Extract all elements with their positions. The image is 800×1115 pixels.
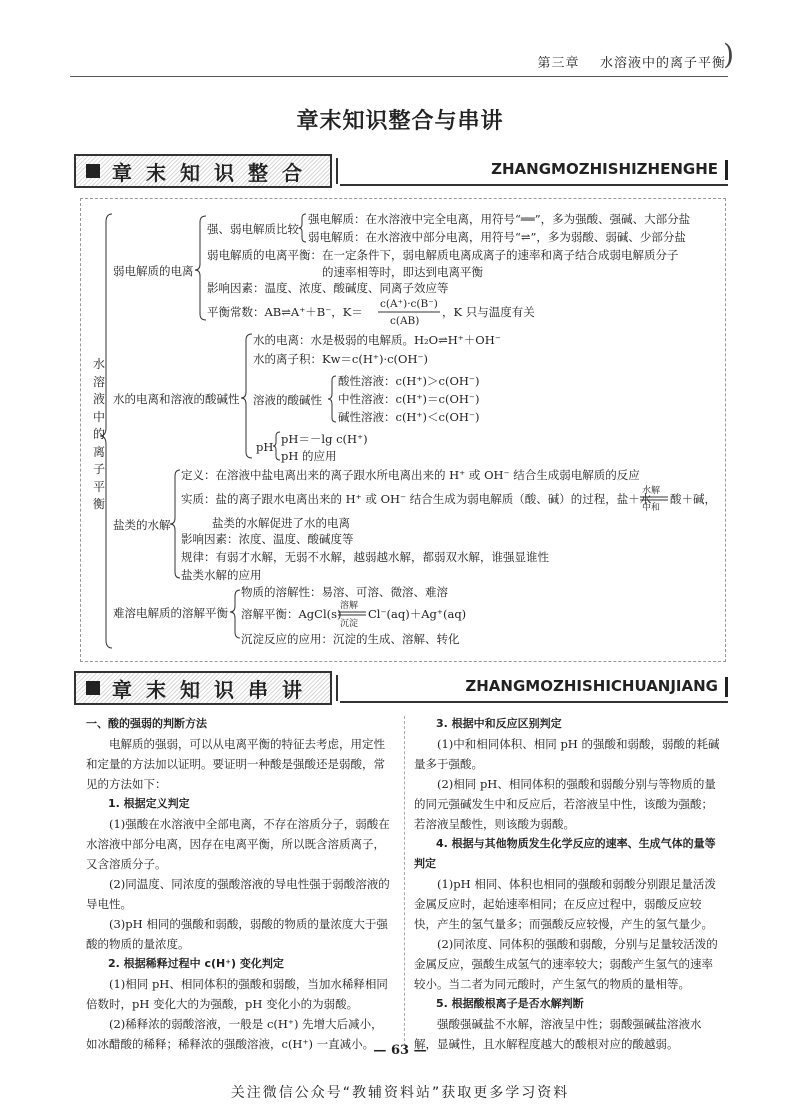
- branch3-brace: [170, 470, 180, 578]
- band-end-bar: [725, 677, 728, 697]
- hydrolysis-essence: 实质：盐的离子跟水电离出来的 H⁺ 或 OH⁻ 结合生成为弱电解质（酸、碱）的过程，盐＋水: [181, 492, 652, 506]
- branch2-brace: [241, 334, 252, 458]
- header-ornament: ): [723, 38, 734, 71]
- ph-definition: pH＝－lg c(H⁺): [281, 432, 368, 446]
- ionization-factors: 影响因素：温度、浓度、酸碱度、同离子效应等: [207, 281, 449, 295]
- chapter-number: 第三章: [537, 56, 580, 71]
- hydrolysis-arrow-bottom: 中和: [642, 503, 661, 513]
- footer-note: 关注微信公众号“教辅资料站”获取更多学习资料: [230, 1085, 570, 1101]
- method-2-point-1: (1)相同 pH、相同体积的强酸和弱酸，当加水稀释相同倍数时，pH 变化大的为强酸，pH 变化小的为弱酸。: [86, 977, 388, 1011]
- square-icon: [86, 681, 100, 695]
- method-5-title: 5. 根据酸根离子是否水解判断: [436, 997, 584, 1010]
- branch1-brace: [195, 216, 206, 320]
- right-column: [414, 714, 720, 1054]
- column-separator: [404, 716, 405, 1046]
- method-4-point-2: (2)同浓度、同体积的强酸和弱酸，分别与足量较活泼的金属反应，强酸生成氢气的速率较大；弱酸产生氢气的速率较小。当二者为同元酸时，产生氢气的物质的量相等。: [414, 937, 718, 991]
- ph-application: pH 的应用: [281, 449, 337, 463]
- method-1-title: 1. 根据定义判定: [108, 797, 190, 810]
- dissolution-equation: 溶解平衡：AgCl(s): [241, 607, 342, 621]
- hydrolysis-arrow-top: 水解: [642, 486, 661, 496]
- equilibrium-constant-prefix: 平衡常数：AB⇌A⁺＋B⁻，K＝: [207, 305, 363, 319]
- band-label: 章末知识整合: [112, 161, 316, 185]
- acidity-label: 溶液的酸碱性: [253, 393, 322, 407]
- hydrolysis-definition: 定义：在溶液中盐电离出来的离子跟水所电离出来的 H⁺ 或 OH⁻ 结合生成弱电解质的反应: [181, 468, 640, 482]
- neutral-solution: 中性溶液：c(H⁺)＝c(OH⁻): [338, 392, 480, 406]
- basic-solution: 碱性溶液：c(H⁺)＜c(OH⁻): [338, 410, 480, 424]
- dissolution-arrow-top: 溶解: [340, 601, 359, 611]
- strong-electrolyte: 强电解质：在水溶液中完全电离，用符号“══”，多为强酸、强碱、大部分盐: [308, 212, 691, 226]
- water-ionization: 水的电离：水是极弱的电解质。H₂O⇌H⁺＋OH⁻: [253, 333, 501, 347]
- constant-denominator: c(AB): [390, 315, 420, 327]
- band-label: 章末知识串讲: [112, 678, 316, 702]
- dissolution-arrow-bottom: 沉淀: [340, 619, 359, 629]
- band-english: ZHANGMOZHISHIZHENGHE: [491, 160, 718, 178]
- method-5-point-1: 强酸强碱盐不水解，溶液呈中性；弱酸强碱盐溶液水解，显碱性，且水解程度越大的酸根对应的酸越弱。: [414, 1017, 702, 1051]
- ph-label: pH: [256, 440, 274, 454]
- hydrolysis-factors: 影响因素：浓度、温度、酸碱度等: [181, 532, 354, 546]
- hydrolysis-essence-suffix: 酸＋碱，: [670, 492, 716, 506]
- chapter-title: 水溶液中的离子平衡: [599, 56, 726, 71]
- method-3-point-2: (2)相同 pH、相同体积的强酸和弱酸分别与等物质的量的同元强碱发生中和反应后，若溶液呈中性，该酸为强酸；若溶液呈酸性，则该酸为弱酸。: [414, 777, 716, 831]
- method-3-point-1: (1)中和相同体积、相同 pH 的强酸和弱酸，弱酸的耗碱量多于强酸。: [414, 737, 720, 771]
- precipitation-applications: 沉淀反应的应用：沉淀的生成、溶解、转化: [241, 632, 460, 646]
- branch-dissolution-equilibrium: 难溶电解质的溶解平衡: [113, 606, 228, 620]
- band-english: ZHANGMOZHISHICHUANJIANG: [465, 677, 718, 695]
- compare-brace: [299, 214, 306, 242]
- section-heading: 一、酸的强弱的判断方法: [86, 717, 207, 730]
- method-2-point-2: (2)稀释浓的弱酸溶液，一般是 c(H⁺) 先增大后减小，如冰醋酸的稀释；稀释浓的强酸溶液，c(H⁺) 一直减小。: [86, 1017, 383, 1051]
- page-title: 章末知识整合与串讲: [296, 109, 504, 134]
- hydrolysis-application: 盐类水解的应用: [181, 568, 262, 582]
- branch-salt-hydrolysis: 盐类的水解: [113, 518, 171, 532]
- hydrolysis-rule: 规律：有弱才水解，无弱不水解，越弱越水解，都弱双水解，谁强显谁性: [181, 550, 549, 564]
- left-column: [86, 714, 392, 1054]
- method-3-title: 3. 根据中和反应区别判定: [436, 717, 562, 730]
- branch-weak-electrolyte: 弱电解质的电离: [113, 264, 194, 278]
- band-underline: [340, 701, 728, 703]
- compare-label: 强、弱电解质比较: [207, 222, 299, 236]
- equilibrium-constant-suffix: ，K 只与温度有关: [442, 305, 535, 319]
- method-1-point-2: (2)同温度、同浓度的强酸溶液的导电性强于弱酸溶液的导电性。: [86, 877, 390, 911]
- section-band-review: [74, 671, 728, 705]
- method-2-title: 2. 根据稀释过程中 c(H⁺) 变化判定: [108, 957, 284, 970]
- intro-paragraph: 电解质的强弱，可以从电离平衡的特征去考虑，用定性和定量的方法加以证明。要证明一种酸是强酸还是弱酸，常见的方法如下：: [86, 737, 385, 791]
- weak-electrolyte: 弱电解质：在水溶液中部分电离，用符号“⇌”，多为弱酸、弱碱、少部分盐: [308, 230, 686, 244]
- band-divider: [336, 675, 338, 701]
- acidity-brace: [328, 376, 336, 422]
- ion-product: 水的离子积：Kw＝c(H⁺)·c(OH⁻): [253, 352, 429, 366]
- ionization-equilibrium-2: 的速率相等时，即达到电离平衡: [322, 265, 483, 279]
- ionization-equilibrium-1: 弱电解质的电离平衡：在一定条件下，弱电解质电离成离子的速率和离子结合成弱电解质分子: [207, 248, 679, 262]
- hydrolysis-essence-note: 盐类的水解促进了水的电离: [212, 516, 350, 530]
- method-1-point-3: (3)pH 相同的强酸和弱酸，弱酸的物质的量浓度大于强酸的物质的量浓度。: [86, 917, 388, 951]
- constant-numerator: c(A⁺)·c(B⁻): [380, 298, 438, 310]
- dissolution-products: Cl⁻(aq)＋Ag⁺(aq): [368, 607, 467, 621]
- solubility: 物质的溶解性：易溶、可溶、微溶、难溶: [241, 585, 448, 599]
- branch-water-ionization: 水的电离和溶液的酸碱性: [113, 392, 240, 406]
- method-1-point-1: (1)强酸在水溶液中全部电离，不存在溶质分子，弱酸在水溶液中部分电离，因存在电离平衡，所以既含溶质离子，又含溶质分子。: [86, 817, 390, 871]
- ph-brace: [273, 432, 280, 460]
- method-4-title: 4. 根据与其他物质发生化学反应的速率、生成气体的量等判定: [414, 837, 716, 870]
- method-4-point-1: (1)pH 相同、体积也相同的强酸和弱酸分别跟足量活泼金属反应时，起始速率相同；在反应过程中，弱酸反应较快，产生的氢气量多；而强酸反应较慢，产生的氢气量少。: [414, 877, 716, 931]
- map-root-label: 水溶液中的离子平衡: [92, 357, 105, 511]
- page-number: — 63 —: [373, 1043, 427, 1058]
- acidic-solution: 酸性溶液：c(H⁺)＞c(OH⁻): [338, 374, 480, 388]
- branch4-brace: [230, 590, 240, 638]
